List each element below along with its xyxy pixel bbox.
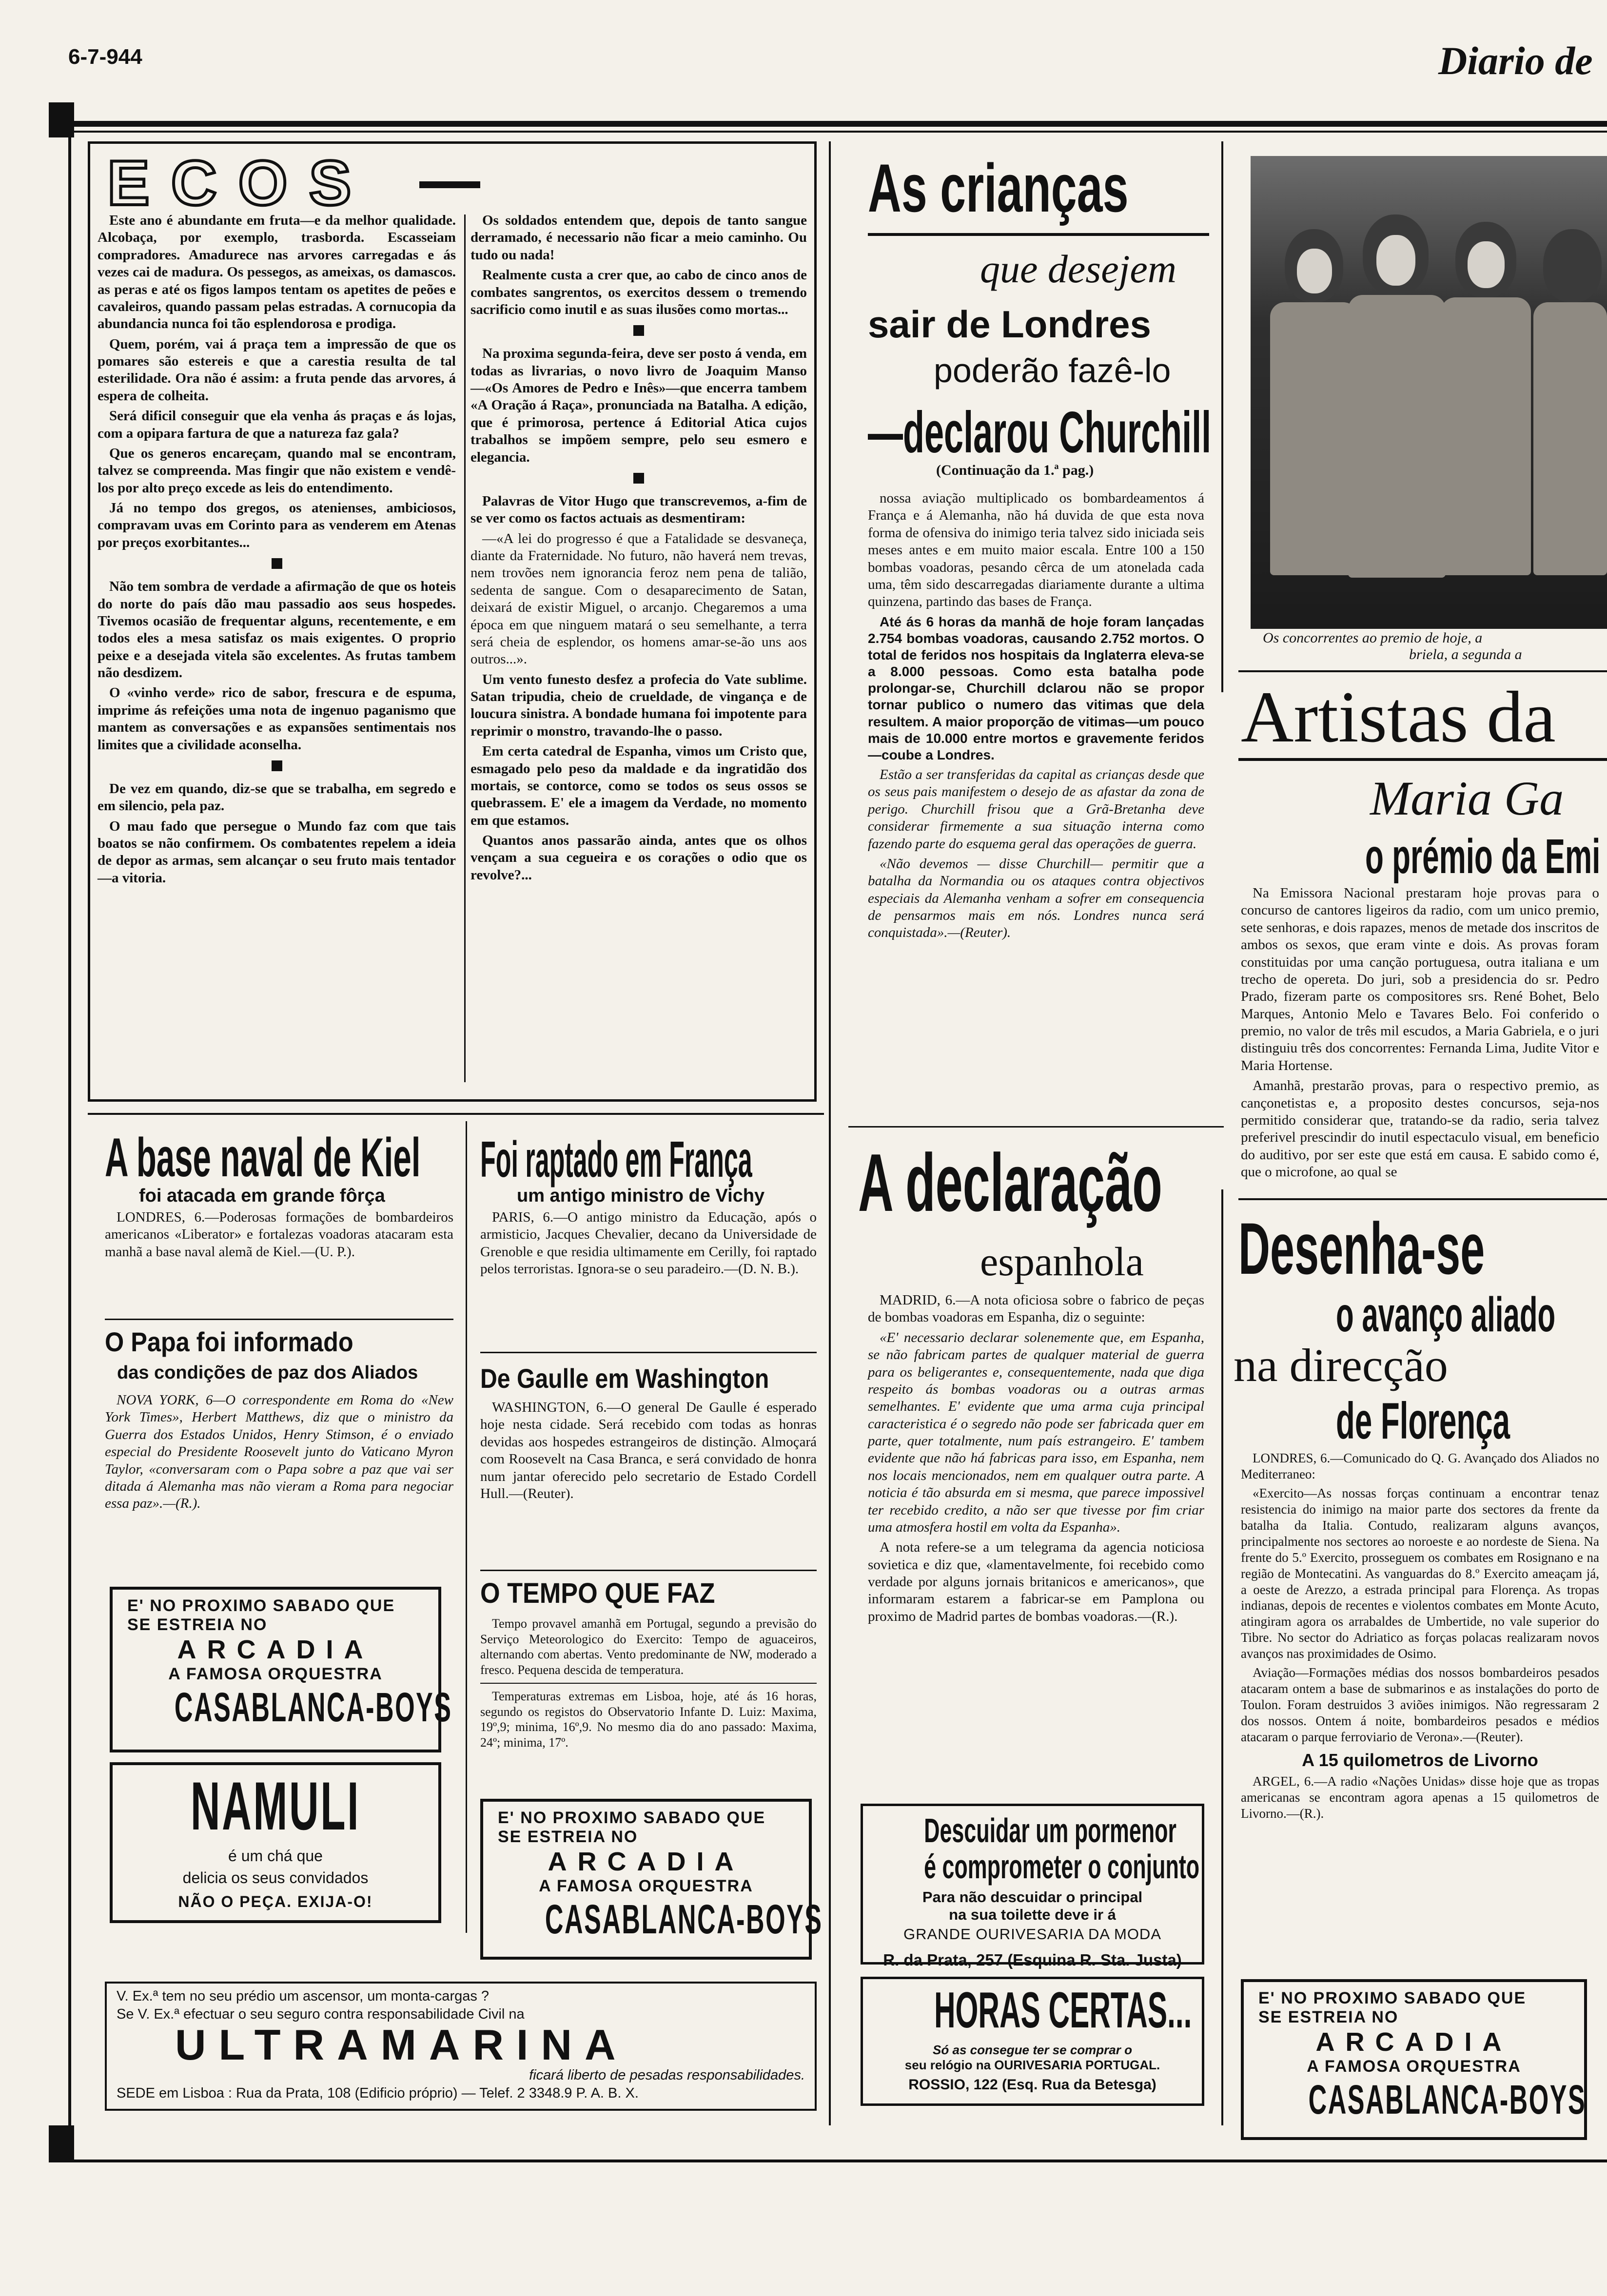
rule <box>480 1570 817 1571</box>
ecos-left-p6: Não tem sombra de verdade a afirmação de que os hoteis do norte do país dão mau passadio aos seus hospedes. Tivemos ocasião de frequentar alguns, recentemente, e em todos eles a mesa satisfaz os mais exigentes. O proprio peixe e a desejada vitela são excelentes. As frutas tambem não desdizem. <box>98 579 456 681</box>
ad-arcadia-name: ARCADIA <box>548 1847 745 1877</box>
left-margin-bar <box>49 102 74 137</box>
column-rule-center <box>829 141 831 2125</box>
kiel-p: LONDRES, 6.—Poderosas formações de bombardeiros americanos «Liberator» e fortalezas voadoras atacaram esta manhã a base naval alemã de Kiel.—(U. P.). <box>105 1209 453 1260</box>
ad-ultra-line3: ficará liberto de pesadas responsabilidades. <box>529 2067 805 2083</box>
ad-ultramarina <box>105 1982 817 2111</box>
criancas-body <box>868 490 1204 945</box>
left-margin-line <box>68 136 71 2130</box>
gaulle-h1: De Gaulle em Washington <box>480 1363 769 1394</box>
declaracao-body <box>868 1292 1204 1628</box>
ecos-separator <box>470 325 807 338</box>
ad-namuli-line3: NÃO O PEÇA. EXIJA-O! <box>178 1893 373 1910</box>
artistas-body <box>1241 885 1599 1184</box>
ad-horas-line3: ROSSIO, 122 (Esq. Rua da Betesga) <box>908 2077 1156 2093</box>
ad-namuli <box>110 1762 441 1923</box>
ad-arcadia-name: ARCADIA <box>177 1635 374 1665</box>
ad-ouri-line3: GRANDE OURIVESARIA DA MODA <box>903 1926 1161 1943</box>
ad-arcadia-line1b: SE ESTREIA NO <box>498 1828 638 1847</box>
ecos-col-left <box>98 212 456 890</box>
ad-arcadia-line1: E' NO PROXIMO SABADO QUE <box>498 1809 766 1827</box>
ad-horas-certas <box>861 1977 1204 2106</box>
declaracao-p1: MADRID, 6.—A nota oficiosa sobre o fabrico de peças de bombas voadoras em Espanha, diz o seguinte: <box>868 1292 1204 1325</box>
ad-horas-h1: HORAS CERTAS... <box>934 1982 1192 2039</box>
ecos-title-rule <box>419 181 480 188</box>
header-rule-thin <box>49 131 1607 133</box>
papa-body <box>105 1392 453 1516</box>
ecos-left-p5: Já no tempo dos gregos, os atenienses, ambiciosos, compravam uvas em Corinto para as venderem em Atenas por preços exorbitantes... <box>98 500 456 550</box>
florenca-h2: o avanço aliado <box>1336 1287 1556 1342</box>
ad-ouri-h2: é comprometer o conjunto <box>924 1847 1200 1886</box>
ecos-left-p3: Será dificil conseguir que ela venha ás praças e ás lojas, com a opipara fartura de que a natureza faz gala? <box>98 408 456 441</box>
ad-ourivesaria <box>861 1804 1204 1969</box>
ecos-title: ECOS <box>107 147 373 218</box>
artistas-rule <box>1238 758 1607 761</box>
section-rule <box>88 1113 824 1115</box>
raptado-p: PARIS, 6.—O antigo ministro da Educação, após o armisticio, Jacques Chevalier, decano da Universidade de Grenoble e que residia ultimamente em Cerilly, foi raptado pelos terroristas. Ignora-se o seu paradeiro.—(D. N. B.). <box>480 1209 817 1277</box>
ecos-right-p2: Realmente custa a crer que, ao cabo de cinco anos de combates sangrentos, os exercitos dessem o tremendo sacrificio como inutil e as suas ilusões como mortas... <box>470 267 807 317</box>
ecos-left-p1: Este ano é abundante em fruta—e da melhor qualidade. Alcobaça, por exemplo, trasborda. Escasseiam compradores. Amadurece nas arvores carregadas e ás vezes cai de madura. Os pessegos, as ameixas, os damascos. as peras e até os figos lampos tentam os apetites de peões e cavaleiros, quando passam pelas estradas. A cornucopia da abundancia nunca foi tão esplendorosa e prodiga. <box>98 213 456 332</box>
ad-ultra-title: ULTRAMARINA <box>175 2021 628 2069</box>
criancas-h5: —declarou Churchill <box>868 400 1212 465</box>
ad-arcadia-line1b: SE ESTREIA NO <box>127 1615 268 1634</box>
ad-ouri-h1: Descuidar um pormenor <box>924 1811 1176 1849</box>
gaulle-body <box>480 1399 817 1505</box>
ecos-right-p4: Palavras de Vitor Hugo que transcrevemos, a-fim de se ver como os factos actuais as desmentiram: <box>470 493 807 526</box>
photo-rule <box>1238 670 1607 672</box>
tempo-body <box>480 1616 817 1753</box>
ad-arcadia-line1b: SE ESTREIA NO <box>1258 2008 1399 2027</box>
florenca-h1: Desenha-se <box>1238 1207 1485 1289</box>
tempo-h1: O TEMPO QUE FAZ <box>480 1577 715 1609</box>
ad-namuli-title: NAMULI <box>190 1768 361 1844</box>
ecos-left-p2: Quem, porém, vai á praça tem a impressão de que os pomares são estereis e que a carestia resulta de tal esterilidade. Ora não é assim: a fruta pende das arvores, á espera de colheita. <box>98 336 456 404</box>
ad-arcadia-name: ARCADIA <box>1315 2027 1512 2057</box>
column-rule-right-2 <box>1221 1189 1223 2125</box>
ad-arcadia-3 <box>1241 1979 1587 2140</box>
ad-ultra-line1: V. Ex.ª tem no seu prédio um ascensor, um monta-cargas ? <box>117 1988 490 2004</box>
artistas-h1: Artistas da <box>1241 677 1556 758</box>
masthead: Diario de <box>1438 39 1593 83</box>
footer-rule <box>49 2160 1607 2162</box>
ad-arcadia-1 <box>110 1587 452 1752</box>
ecos-left-p4: Que os generos encareçam, quando mal se encontram, talvez se compreenda. Mas fingir que não existem e vendê-los por alto preço excede as leis do entendimento. <box>98 445 456 496</box>
ad-namuli-line1: é um chá que <box>228 1847 323 1865</box>
declaracao-p3: A nota refere-se a um telegrama da agencia noticiosa sovietica e diz que, «lamentavelmente, foi recebido como verdade por alguns jornais britanicos e americanos», que informaram estarem a fabricar-se em Pamplona ou proximo de Madrid partes de bombas voadoras.—(R.). <box>868 1539 1204 1624</box>
florenca-p3: Aviação—Formações médias dos nossos bombardeiros pesados atacaram ontem a base de submarinos e as instalações do porto de Toulon. Foram destruidos 3 aviões inimigos. Não regressaram 2 dos nossos. Ontem á noite, bombardeiros pesados e médios atacaram o parque ferroviario de Verona».—(Reuter). <box>1241 1665 1599 1744</box>
ad-arcadia-line3: A FAMOSA ORQUESTRA <box>168 1665 383 1684</box>
ad-arcadia-2 <box>480 1799 823 1960</box>
criancas-p3: Estão a ser transferidas da capital as crianças desde que os seus pais manifestem o desejo de as afastar da zona de perigo. Churchill frisou que a Grã-Bretanha deve considerar firmemente a sua situação interna como fazendo parte do esquema geral das operações de guerra. <box>868 767 1204 852</box>
declaracao-h1: A declaração <box>858 1137 1162 1228</box>
criancas-cont: (Continuação da 1.ª pag.) <box>936 462 1094 478</box>
criancas-p4: «Não devemos — disse Churchill— permitir que a batalha da Normandia ou os ataques contra objectivos especiais da Alemanha venham a sofrer em consequencia de pensarmos mais em nós. Londres nunca será conquistada».—(Reuter). <box>868 856 1204 941</box>
ad-ouri-line1: Para não descuidar o principal <box>922 1888 1143 1906</box>
criancas-p1: nossa aviação multiplicado os bombardeamentos á França e á Alemanha, não há duvida de que esta nova forma de ofensiva do inimigo teria talvez sido iniciada seis meses antes e em muito maior escala. Entre 100 a 150 bombas voadoras, pesando cêrca de um atonelada cada uma, têm sido descarregadas diariamente durante a ultima quinzena, partindo das bases de França. <box>868 490 1204 610</box>
ecos-right-p1: Os soldados entendem que, depois de tanto sangue derramado, é necessario não ficar a meio caminho. Ou tudo ou nada! <box>470 213 807 263</box>
ecos-col-right <box>470 212 807 887</box>
criancas-h4: poderão fazê-lo <box>934 351 1171 389</box>
ad-arcadia-line1: E' NO PROXIMO SABADO QUE <box>1258 1989 1527 2007</box>
ecos-separator <box>98 558 456 571</box>
ecos-right-p5: —«A lei do progresso é que a Fatalidade se desvaneça, diante da Fraternidade. No futuro, não haverá nem trevas, nem trovões nem ignorancia feroz nem pena de talião, sedenta de sangue. Com o desaparecimento de Satan, deixará de existir Miguel, o arcanjo. Chegaremos a uma época em que ninguem matará o seu semelhante, a terra será cheia de esplendor, os homens amar-se-ão uns aos outros...». <box>470 530 807 667</box>
florenca-h3: na direcção <box>1234 1339 1448 1391</box>
declaracao-p2: «E' necessario declarar solenemente que, em Espanha, se não fabricam partes de qualquer material de guerra para os beligerantes e, consequentemente, nada que diga respeito ás bombas voadoras ou a outras armas semelhantes. E' evidente que uma arma cuja principal caracteristica é o segredo não pode ser fabricada quer em parte, quer totalmente, num país estrangeiro. E' tambem evidente que não há fabricas para isso, em Espanha, nem nos locais mencionados, nem em qualquer outra parte. A noticia é tão absurda em si mesma, que parece impossivel ter recebido credito, a não ser que tivesse por fim criar uma atmosfera hostil em volta da Espanha». <box>868 1329 1204 1535</box>
ad-horas-line2: seu relógio na OURIVESARIA PORTUGAL. <box>904 2058 1160 2072</box>
left-margin-bar-bottom <box>49 2125 74 2160</box>
artistas-p1: Na Emissora Nacional prestaram hoje provas para o concurso de cantores ligeiros da radio, com um unico premio, sete senhoras, e dois rapazes, menos de metade dos inscritos de ambos os sexos, que eram vinte e dois. As provas foram constituidas por uma canção portuguesa, outra italiana e um trecho de opereta. Do juri, sob a presidencia do sr. Pedro Prado, fizeram parte os compositores srs. René Bohet, Belo Marques, Antonio Melo e Tavares Belo. Foi conferido o premio, no valor de três mil escudos, a Maria Gabriela, e o juri distinguiu três dos concorrentes: Fernanda Lima, Judite Vitor e Maria Hortense. <box>1241 885 1599 1073</box>
criancas-h1: As crianças <box>868 150 1129 226</box>
ecos-left-p8: De vez em quando, diz-se que se trabalha, em segredo e em silencio, pela paz. <box>98 780 456 814</box>
ecos-left-p9: O mau fado que persegue o Mundo faz com que tais boatos se não confirmem. Os combatentes repelem a ideia de depor as armas, sem alcançar o seu fruto mais tentador—a vitoria. <box>98 818 456 886</box>
kiel-h2: foi atacada em grande fôrça <box>139 1186 385 1206</box>
page-date: 6-7-944 <box>68 45 142 69</box>
ecos-separator <box>470 473 807 486</box>
artistas-h3: o prémio da Emi <box>1365 829 1601 884</box>
florenca-p4: ARGEL, 6.—A radio «Nações Unidas» disse hoje que as tropas americanas se encontram agora apenas a 15 quilometros de Livorno.—(R.). <box>1241 1773 1599 1821</box>
section-rule <box>1238 1198 1607 1200</box>
ecos-separator <box>98 760 456 774</box>
florenca-h4: de Florença <box>1336 1392 1510 1450</box>
artistas-p2: Amanhã, prestarão provas, para o respectivo premio, as cançonetistas e, a proposito destes concursos, seja-nos permitido considerar que, tratando-se da radio, seria talvez preferivel prescindir do inutil espectaculo visual, em beneficio do auditivo, por ser este que está em causa. E sabido como é, que o microfone, ao qual se <box>1241 1078 1599 1180</box>
florenca-h5: A 15 quilometros de Livorno <box>1302 1750 1538 1770</box>
ecos-column-rule <box>464 214 466 1082</box>
florenca-body <box>1241 1450 1599 1825</box>
photo-caption-1: Os concorrentes ao premio de hoje, a <box>1263 630 1483 646</box>
papa-h1: O Papa foi informado <box>105 1326 353 1357</box>
raptado-body <box>480 1209 817 1281</box>
ad-arcadia-casablanca: CASABLANCA-BOYS <box>1308 2077 1587 2123</box>
kiel-h1: A base naval de Kiel <box>105 1127 421 1188</box>
raptado-h2: um antigo ministro de Vichy <box>517 1186 765 1206</box>
ad-ouri-line2: na sua toilette deve ir á <box>949 1906 1116 1923</box>
ad-ouri-line4: R. da Prata, 257 (Esquina R. Sta. Justa) <box>883 1951 1182 1969</box>
column-rule <box>466 1121 467 1933</box>
ecos-right-p3: Na proxima segunda-feira, deve ser posto á venda, em todas as livrarias, o novo livro de Joaquim Manso—«Os Amores de Pedro e Inês»—que encerra tambem «A Oração á Raça», pronunciada na Batalha. A edição, que é primorosa, pertence á Editorial Atica cujos trabalhos se impõem sempre, pelo seu esmero e elegancia. <box>470 346 807 465</box>
section-rule <box>848 1126 1224 1128</box>
florenca-p1: LONDRES, 6.—Comunicado do Q. G. Avançado dos Aliados no Mediterraneo: <box>1241 1451 1599 1481</box>
criancas-h3: sair de Londres <box>868 303 1151 346</box>
rule <box>480 1352 817 1353</box>
ecos-left-p7: O «vinho verde» rico de sabor, frescura e de espuma, imprime ás refeições uma nota de ingenuo paganismo que mantem as conversações e as expansões sentimentais nos limites que a civilidade aconselha. <box>98 685 456 753</box>
ad-horas-line1: Só as consegue ter se comprar o <box>933 2043 1132 2057</box>
raptado-h1: Foi raptado em França <box>480 1131 752 1188</box>
tempo-p1: Tempo provavel amanhã em Portugal, segundo a previsão do Serviço Meteorologico do Exercito: Tempo de aguaceiros, alternando com abertas. Vento predominante de NW, moderado a fresco. Pequena descida de temperatura. <box>480 1616 817 1677</box>
papa-h2: das condições de paz dos Aliados <box>117 1362 418 1383</box>
ecos-right-p8: Quantos anos passarão ainda, antes que os olhos vençam a sua cegueira e os corações o odio que os revolve?... <box>470 833 807 883</box>
ad-namuli-line2: delicia os seus convidados <box>182 1869 369 1887</box>
column-rule-right <box>1221 141 1223 692</box>
declaracao-h2: espanhola <box>980 1239 1144 1284</box>
ad-arcadia-casablanca: CASABLANCA-BOYS <box>545 1896 823 1943</box>
photo-caption-2: briela, a segunda a <box>1409 646 1522 662</box>
kiel-body <box>105 1209 453 1264</box>
ad-arcadia-line1: E' NO PROXIMO SABADO QUE <box>127 1596 395 1615</box>
criancas-p2: Até ás 6 horas da manhã de hoje foram lançadas 2.754 bombas voadoras, causando 2.752 mortos. O total de feridos nos hospitais da Inglaterra eleva-se a 8.000 pessoas. Como esta batalha pode prolongar-se, Churchill dclarou não se propor tornar publico o numero das vitimas que dela resultem. A maior proporção de vitimas—um pouco mais de 10.000 entre mortos e gravemente feridos—coube a Londres. <box>868 614 1204 762</box>
ad-arcadia-casablanca: CASABLANCA-BOYS <box>174 1684 452 1731</box>
tempo-p2: Temperaturas extremas em Lisboa, hoje, até ás 16 horas, segundo os registos do Observatorio Infante D. Luiz: Maxima, 19º,9; minima, 16º,9. No mesmo dia do ano passado: Maxima, 24º; minima, 17º. <box>480 1689 817 1750</box>
header-rule-thick <box>49 121 1607 127</box>
ad-ultra-line2: Se V. Ex.ª efectuar o seu seguro contra responsabilidade Civil na <box>117 2006 525 2022</box>
ad-ultra-line4: SEDE em Lisboa : Rua da Prata, 108 (Edificio próprio) — Telef. 2 3348.9 P. A. B. X. <box>117 2085 639 2101</box>
ad-arcadia-line3: A FAMOSA ORQUESTRA <box>1307 2057 1521 2076</box>
criancas-rule <box>868 233 1209 236</box>
gaulle-p: WASHINGTON, 6.—O general De Gaulle é esperado hoje nesta cidade. Será recebido com todas as honras devidas aos hospedes estrangeiros de distinção. Almoçará com Roosevelt na Casa Branca, e será convidado de honra num jantar oferecido pelo secretario de Estado Cordell Hull.—(Reuter). <box>480 1400 817 1501</box>
artistas-h2: Maria Ga <box>1370 771 1564 825</box>
ad-arcadia-line3: A FAMOSA ORQUESTRA <box>539 1877 753 1896</box>
criancas-h2: que desejem <box>980 247 1176 291</box>
ecos-right-p6: Um vento funesto desfez a profecia do Vate sublime. Satan tripudia, cheio de crueldade, de vingança e de loucura sinistra. A bondade humana foi impotente para reprimir o monstro, travando-lhe o passo. <box>470 671 807 739</box>
papa-p: NOVA YORK, 6—O correspondente em Roma do «New York Times», Herbert Matthews, diz que o ministro da Guerra dos Estados Unidos, Henry Stimson, é o enviado especial do Presidente Roosevelt junto do Vaticano Myron Taylor, «conversaram com o Papa sobre a paz que vai ser ditada á Alemanha mas não vieram a Roma para negociar essa paz».—(R.). <box>105 1392 453 1512</box>
contestants-photo <box>1251 156 1607 629</box>
florenca-p2: «Exercito—As nossas forças continuam a encontrar tenaz resistencia do inimigo na maior parte dos sectores da frente da batalha da Italia. Contudo, realizaram alguns avanços, principalmente nos sectores ao noroeste e ao nordeste de Siena. Na frente do 5.º Exercito, prosseguem os combates em Rosignano e na região de Montecatini. As vanguardas do 8.º Exercito ameaçam já, a oeste de Arezzo, a estrada principal para Florença. As tropas indianas, depois de recentes e violentos combates em Monte Acuto, atingiram agora os arrabaldes de Umbertide, no vale superior do Tibre. No sector do Adriatico as forças polacas realizaram novos avanços nas proximidades de Osimo. <box>1241 1485 1599 1661</box>
ecos-right-p7: Em certa catedral de Espanha, vimos um Cristo que, esmagado pelo peso da maldade e da ingratidão dos mortais, se contorce, como se todos os seus ossos se quebrassem. E' ele a imagem da Verdade, no momento em que estamos. <box>470 743 807 828</box>
rule <box>105 1319 453 1320</box>
